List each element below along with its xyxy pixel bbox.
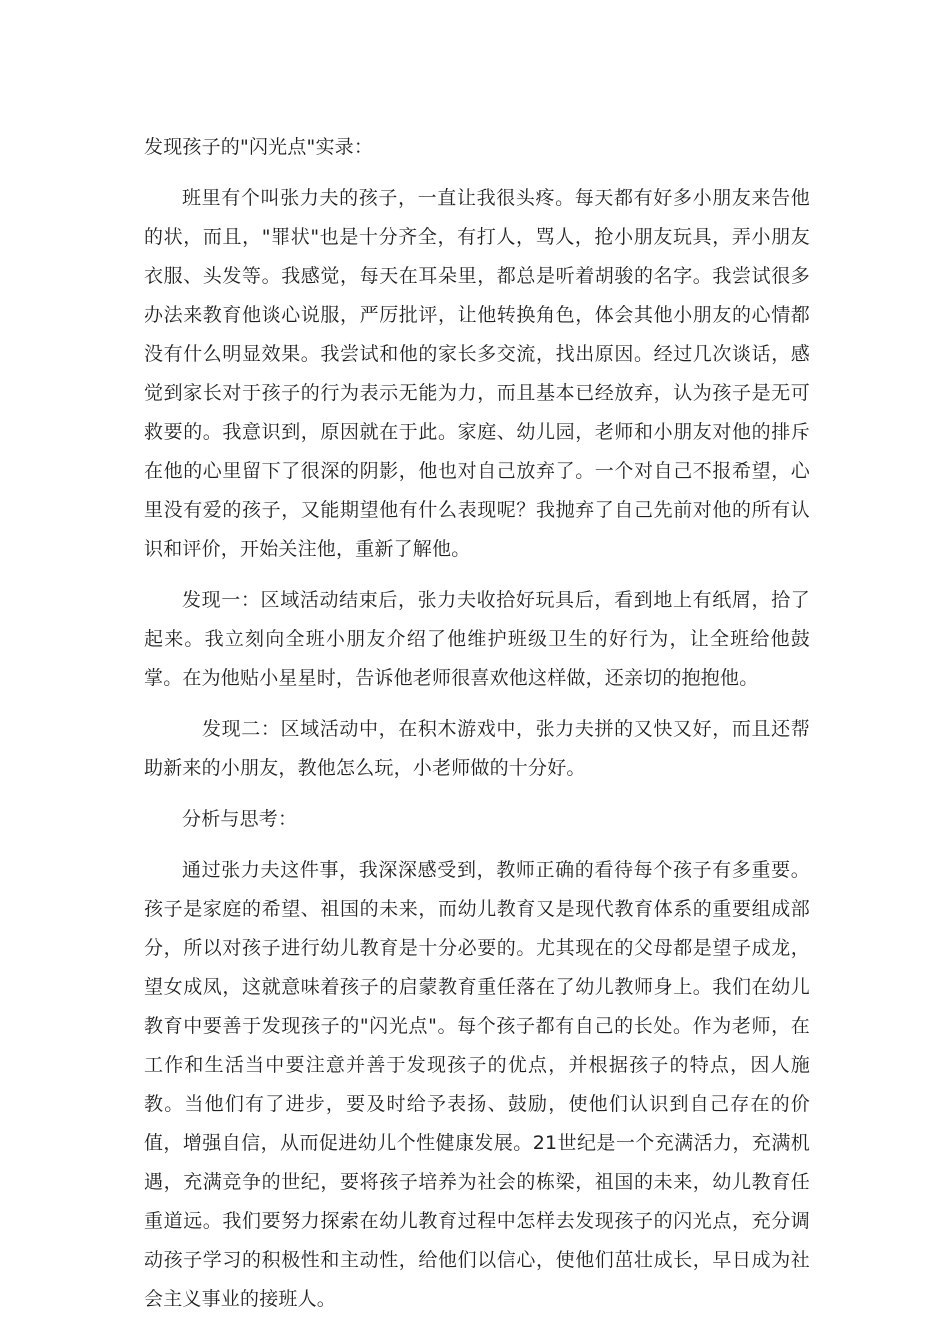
paragraph-case-description: 班里有个叫张力夫的孩子，一直让我很头疼。每天都有好多小朋友来告他的状，而且，"罪状"也是十分齐全，有打人，骂人，抢小朋友玩具，弄小朋友衣服、头发等。我感觉，每天在耳朵里，都总是听着胡骏的名字。我尝试很多办法来教育他谈心说服，严厉批评，让他转换角色，体会其他小朋友的心情都没有什么明显效果。我尝试和他的家长多交流，找出原因。经过几次谈话，感觉到家长对于孩子的行为表示无能为力，而且基本已经放弃，认为孩子是无可救要的。我意识到，原因就在于此。家庭、幼儿园，老师和小朋友对他的排斥在他的心里留下了很深的阴影，他也对自己放弃了。一个对自己不报希望，心里没有爱的孩子，又能期望他有什么表现呢？我抛弃了自己先前对他的所有认识和评价，开始关注他，重新了解他。 xyxy=(144,187,810,560)
paragraph-discovery-two: 发现二：区域活动中，在积木游戏中，张力夫拼的又快又好，而且还帮助新来的小朋友，教他怎么玩，小老师做的十分好。 xyxy=(144,718,810,779)
document-title: 发现孩子的"闪光点"实录： xyxy=(144,136,374,158)
paragraph-analysis: 通过张力夫这件事，我深深感受到，教师正确的看待每个孩子有多重要。孩子是家庭的希望、祖国的未来，而幼儿教育又是现代教育体系的重要组成部分，所以对孩子进行幼儿教育是十分必要的。尤其现在的父母都是望子成龙，望女成凤，这就意味着孩子的启蒙教育重任落在了幼儿教师身上。我们在幼儿教育中要善于发现孩子的"闪光点"。每个孩子都有自己的长处。作为老师，在工作和生活当中要注意并善于发现孩子的优点，并根据孩子的特点，因人施教。当他们有了进步，要及时给予表扬、鼓励，使他们认识到自己存在的价值，增强自信，从而促进幼儿个性健康发展。21世纪是一个充满活力，充满机遇，充满竞争的世纪，要将孩子培养为社会的栋梁，祖国的未来，幼儿教育任重道远。我们要努力探索在幼儿教育过程中怎样去发现孩子的闪光点，充分调动孩子学习的积极性和主动性，给他们以信心，使他们茁壮成长，早日成为社会主义事业的接班人。 xyxy=(144,859,810,1310)
section-heading-analysis: 分析与思考： xyxy=(182,808,298,830)
paragraph-discovery-one: 发现一：区域活动结束后，张力夫收拾好玩具后，看到地上有纸屑，拾了起来。我立刻向全班小朋友介绍了他维护班级卫生的好行为，让全班给他鼓掌。在为他贴小星星时，告诉他老师很喜欢他这样做，还亲切的抱抱他。 xyxy=(144,589,810,689)
document-body xyxy=(144,128,810,1319)
